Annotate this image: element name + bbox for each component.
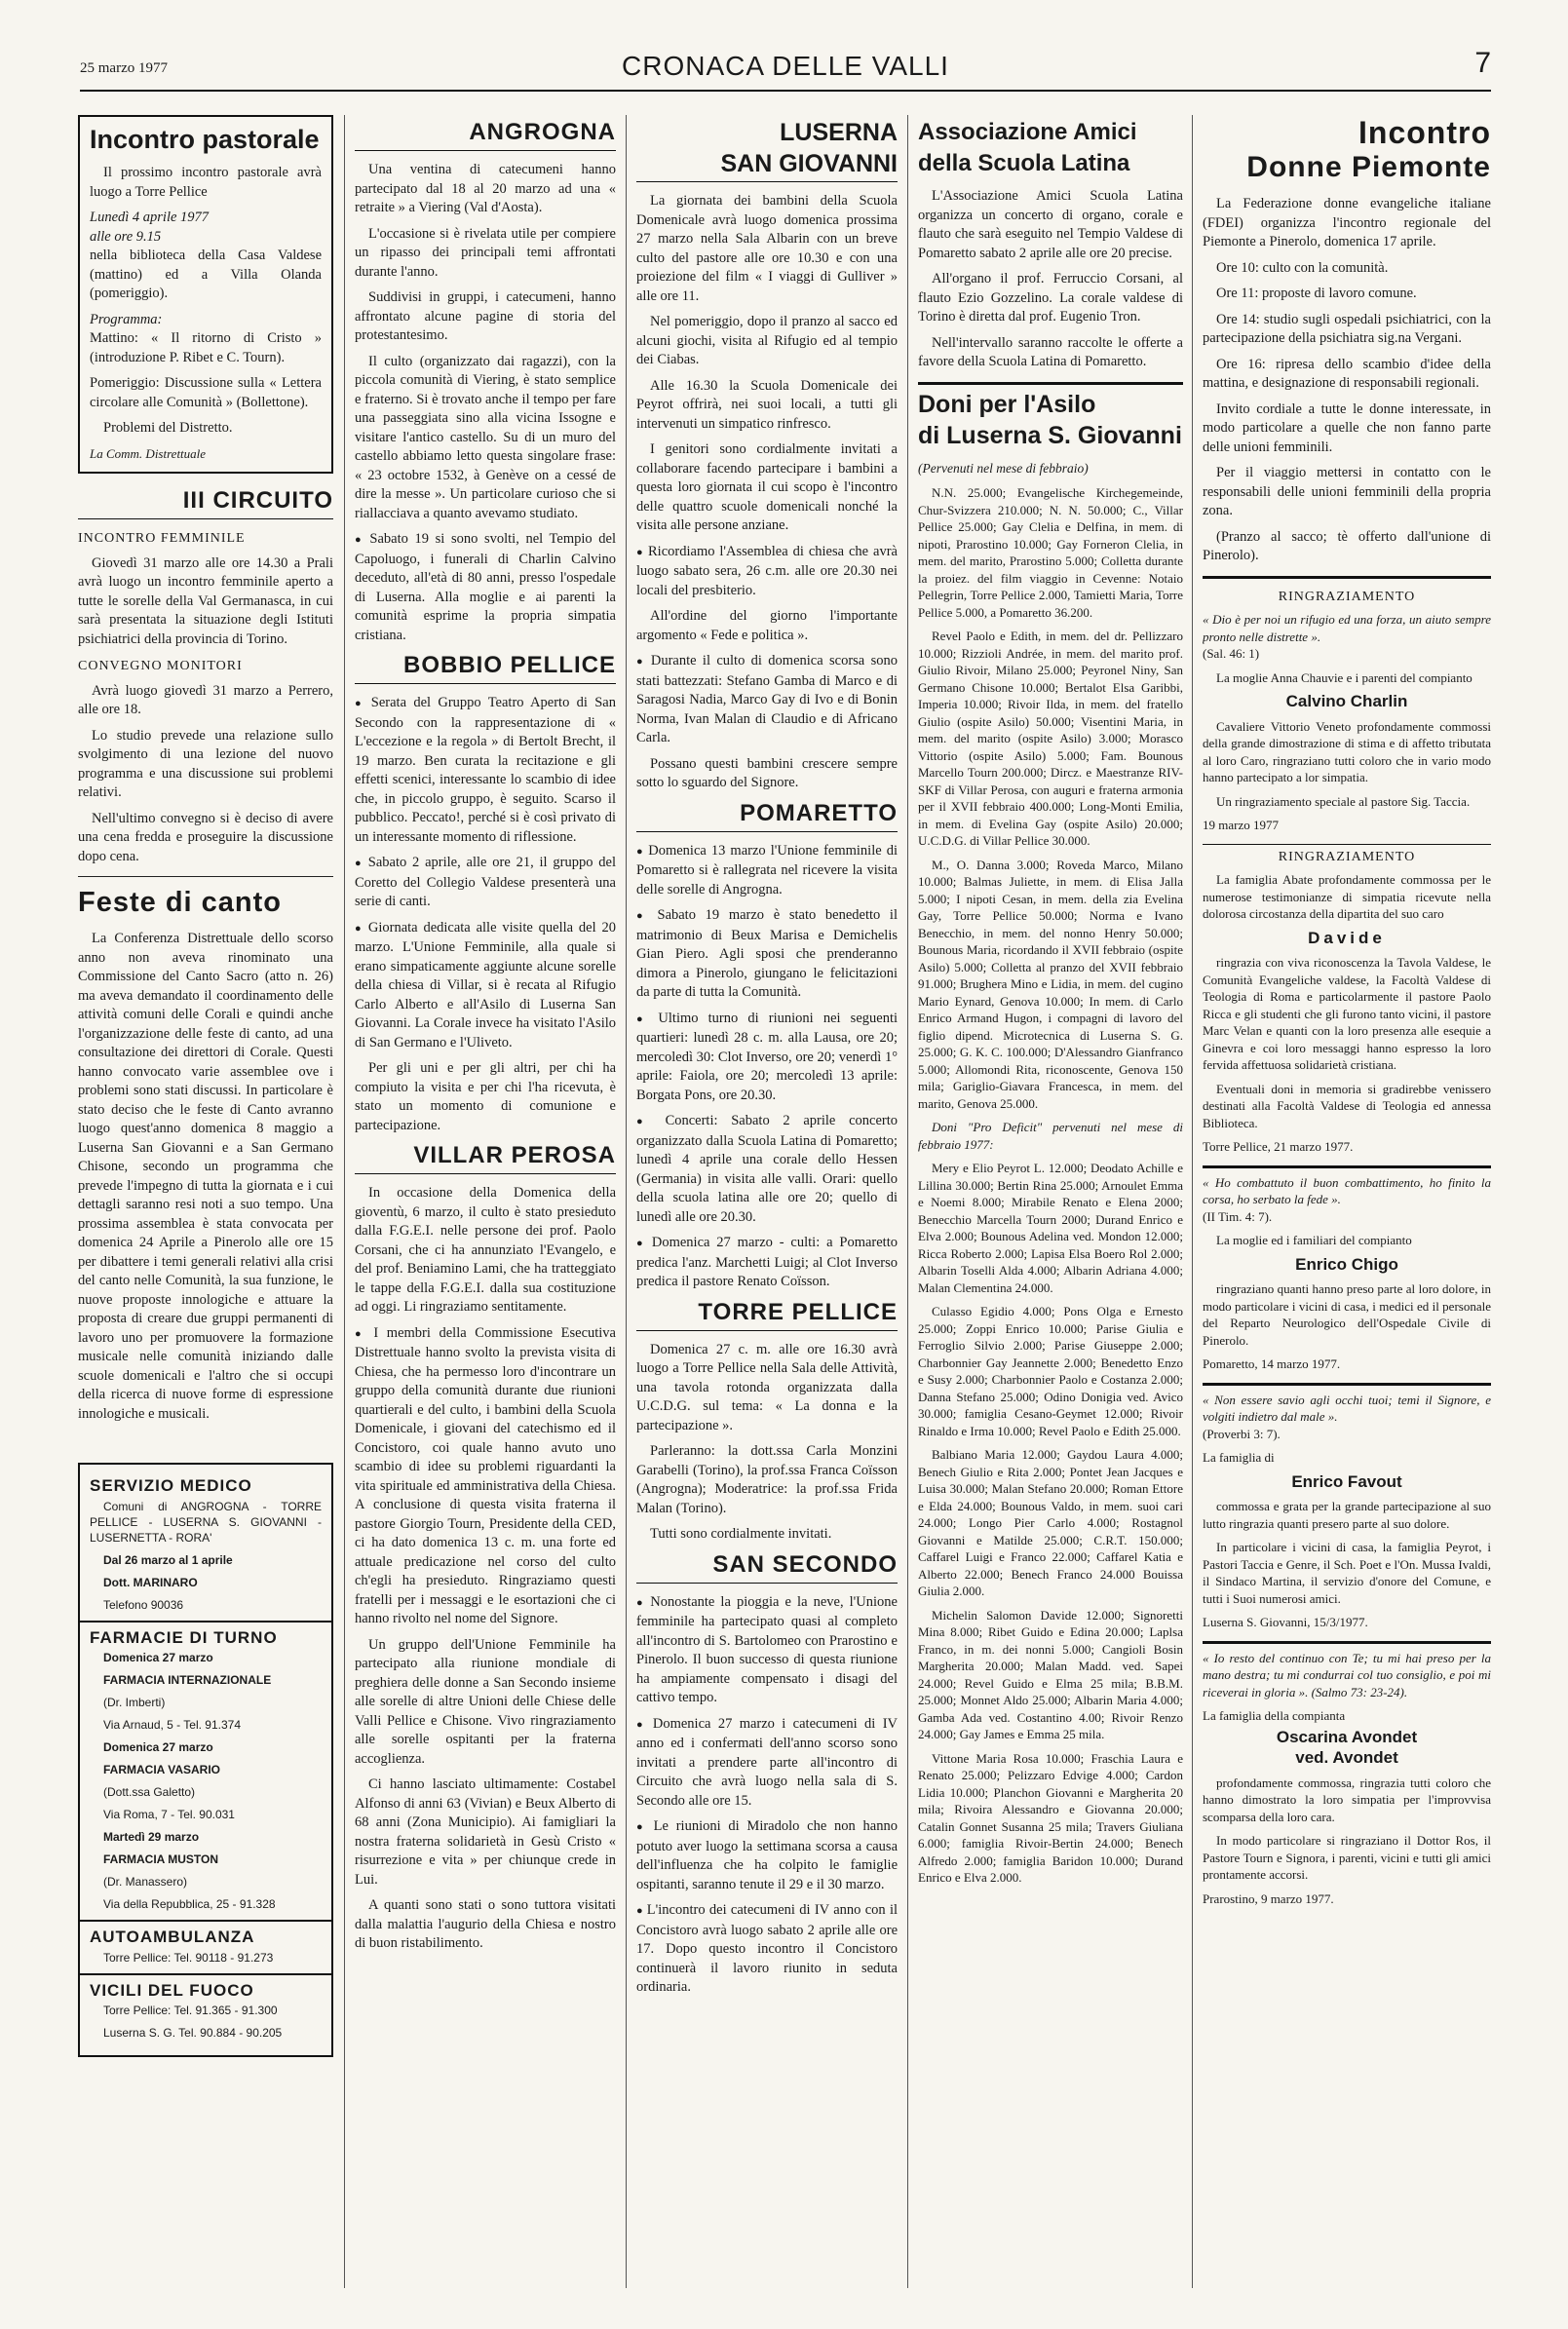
article-paragraph: Ci hanno lasciato ultimamente: Costabel Alfonso di anni 63 (Vivian) e Beux Alberto di 68 anni (Zona Municipio). Ai famigliari la nostra fraterna solidarietà in Gesù Cristo « risurrezione e vita » per chiunque crede in Lui. xyxy=(355,1776,616,1888)
article-headline: POMARETTO xyxy=(636,800,898,832)
article-paragraph: Il prossimo incontro pastorale avrà luogo a Torre Pellice xyxy=(90,165,322,200)
bible-quote: « Non essere savio agli occhi tuoi; temi il Signore, e volgiti indietro dal male ». xyxy=(1203,1392,1491,1424)
donations-paragraph: Culasso Egidio 4.000; Pons Olga e Ernesto 25.000; Zoppi Enrico 10.000; Parise Giulia e Ferroglio Silvio 2.000; Parise Giuseppe 2.000; Charbonnier Gay Jeannette 2.000; Benedetto Enzo e Susy 2.000; Charbonnier Paolo e Costanza 2.000; Danna Stefano 25.000; Odino Donigia ved. Avico 30.000; famiglia Cesano-Geymet 12.000; Rivoir Rinaldo e Irma 10.000; Revel Paolo e Edith 25.000. xyxy=(918,1304,1183,1438)
notice-paragraph: La famiglia di xyxy=(1203,1450,1275,1465)
notice-paragraph: In modo particolare si ringraziano il Dottor Ros, il Pastore Tourn e Signora, i parenti, vicini e tutti gli amici prontamente accorsi. xyxy=(1203,1833,1491,1882)
services-heading: FARMACIE DI TURNO xyxy=(90,1627,278,1647)
services-heading: SERVIZIO MEDICO xyxy=(90,1476,252,1495)
services-box xyxy=(78,1463,333,2057)
divider xyxy=(1203,1641,1491,1644)
article-subtitle: (Pervenuti nel mese di febbraio) xyxy=(918,460,1089,476)
article-paragraph: Ore 10: culto con la comunità. xyxy=(1216,259,1389,276)
article-headline: Associazione Amici xyxy=(918,119,1137,145)
divider xyxy=(80,1973,331,1975)
article-paragraph: All'ordine del giorno l'importante argomento « Fede e politica ». xyxy=(636,608,898,643)
article-paragraph: ● I membri della Commissione Esecutiva Distrettuale hanno svolto la prevista visita di Chiesa, che ha permesso loro d'incontrare un gruppo della comunità durante due riunioni quartierali e del culto, i bambini della Scuola Domenicale, i giovani del catechismo ed il Concistoro, coi quale hanno avuto uno scambio di idee su problemi riguardanti la vita spirituale ed amministrativa della Chiesa. A conclusione di questa visita fraterna il pastore Giorgio Tourn, Presidente della CED, ci ha dato domenica 13 c. m. una forte ed attuale predicazione nel corso del culto ch'egli ha presieduto. Ringraziamo questi fratelli per i messaggi e le esortazioni che ci hanno rivolto nel nome del Signore. xyxy=(355,1324,616,1629)
article-paragraph: Ore 16: ripresa dello scambio d'idee della mattina, e designazione di responsabili regionali. xyxy=(1203,356,1491,391)
article-headline: Donne Piemonte xyxy=(1246,151,1491,183)
services-text: (Dr. Manassero) xyxy=(103,1875,188,1889)
deceased-name: Enrico Favout xyxy=(1291,1471,1402,1491)
services-text: FARMACIA VASARIO xyxy=(103,1763,220,1776)
deceased-name: Oscarina Avondet xyxy=(1276,1727,1418,1746)
services-text: Via Roma, 7 - Tel. 90.031 xyxy=(103,1808,235,1821)
article-paragraph: Nel pomeriggio, dopo il pranzo al sacco ed alcuni giochi, visita al Rifugio ed al tempio dei Ciabas. xyxy=(636,314,898,367)
article-paragraph: ● Sabato 2 aprile, alle ore 21, il gruppo del Coretto del Collegio Valdese presenterà una serie di canti. xyxy=(355,854,616,912)
donations-paragraph: Revel Paolo e Edith, in mem. del dr. Pellizzaro 10.000; Rizzioli Andrée, in mem. del marito prof. Giulio Rivoir, Milano 25.000; Peyronel Niny, San Germano Chisone 10.000; Bertalot Elsa Garibbi, Imperia 10.000; Rivoir Ilda, in mem. del fratello Giulio (ospite Asilo) 50.000; Visentini Maria, in mem. del marito (ospite Asilo) 3.000; Morasco Vittorio (ospite Asilo) 5.000; Fam. Bounous Marcello Tourn 200.000; Dircz. e Maestranze RIV-SKF di Villar Perosa, con auguri e fraterna armonia per il XVII febbraio 400.000; Long-Monti Emilia, in mem. di Evelina Gay (ospite Asilo) 20.000; U.C.D.G. di Villar Pellice 30.000. xyxy=(918,629,1183,848)
masthead-rule xyxy=(80,90,1491,92)
article-headline: TORRE PELLICE xyxy=(636,1299,898,1331)
article-signature: La Comm. Distrettuale xyxy=(90,445,207,461)
notice-paragraph: Un ringraziamento speciale al pastore Sig. Taccia. xyxy=(1216,793,1471,809)
article-paragraph: La Federazione donne evangeliche italiane (FDEI) organizza l'incontro regionale del Piemonte a Pinerolo, domenica 17 aprile. xyxy=(1203,196,1491,249)
article-headline: della Scuola Latina xyxy=(918,150,1130,176)
programma-problemi: Problemi del Distretto. xyxy=(103,420,233,436)
column-divider xyxy=(344,115,345,2288)
notice-date: Prarostino, 9 marzo 1977. xyxy=(1203,1890,1334,1906)
article-headline: Incontro xyxy=(1358,115,1491,150)
services-text: Via Arnaud, 5 - Tel. 91.374 xyxy=(103,1718,241,1732)
donations-paragraph: Mery e Elio Peyrot L. 12.000; Deodato Achille e Lillina 30.000; Bertin Rina 25.000; Arnoulet Emma e Noemi 8.000; Mirabile Renato e Elena 2000; Benecchio Marcella Tourn 2000; Durand Enrico e Elva 2.000; Bounous Adelina ved. Mondon 12.000; Ricca Roberto 2.000; Lapisa Elsa Boero Rol 2.000; Albarin Toselli Alda 4.000; Albarin Adriana 4.000; Malan Clementina 24.000. xyxy=(918,1161,1183,1295)
divider xyxy=(1203,1165,1491,1168)
column-divider xyxy=(907,115,908,2288)
notice-date: 19 marzo 1977 xyxy=(1203,818,1279,832)
column-3 xyxy=(636,115,898,2288)
column-divider xyxy=(626,115,627,2288)
services-text: (Dr. Imberti) xyxy=(103,1696,166,1709)
deceased-name: ved. Avondet xyxy=(1295,1748,1398,1767)
masthead xyxy=(80,47,1491,97)
services-text: Telefono 90036 xyxy=(103,1597,184,1612)
bible-quote: « Ho combattuto il buon combattimento, ho finito la corsa, ho serbato la fede ». xyxy=(1203,1174,1491,1206)
article-paragraph: Ore 11: proposte di lavoro comune. xyxy=(1216,286,1417,301)
deceased-name: Enrico Chigo xyxy=(1295,1254,1398,1274)
notice-paragraph: Cavaliere Vittorio Veneto profondamente commossi della grande dimostrazione di stima e di affetto tributata al loro Caro, ringraziano tutti coloro che in vario modo hanno partecipato a lor simpatia. xyxy=(1203,718,1491,784)
section-title: CRONACA DELLE VALLI xyxy=(622,51,949,81)
article-paragraph: A quanti sono stati o sono tuttora visitati dalla malattia l'augurio della Chiesa e nostro di buon ristabilimento. xyxy=(355,1897,616,1951)
column-divider xyxy=(1192,115,1193,2288)
article-headline: III CIRCUITO xyxy=(78,487,333,519)
article-paragraph: L'Associazione Amici Scuola Latina organizza un concerto di organo, corale e flauto che sarà eseguito nel Tempio Valdese di Pomaretto sabato 2 aprile alle ore 20 precise. xyxy=(918,188,1183,261)
notice-date: Torre Pellice, 21 marzo 1977. xyxy=(1203,1139,1354,1154)
article-paragraph: Possano questi bambini crescere sempre sotto lo sguardo del Signore. xyxy=(636,755,898,790)
article-paragraph: All'organo il prof. Ferruccio Corsani, al flauto Ezio Gozzelino. La corale valdese di Torino è diretta dal prof. Eugenio Tron. xyxy=(918,271,1183,325)
programma-label: Programma: xyxy=(90,311,163,327)
notice-paragraph: La famiglia Abate profondamente commossa per le numerose testimonianze di simpatia ricevute nella dolorosa circostanza della dipartita del suo caro xyxy=(1203,872,1491,921)
article-paragraph: ● Ricordiamo l'Assemblea di chiesa che avrà luogo sabato sera, 26 c.m. alle ore 20.30 nei locali del presbiterio. xyxy=(636,543,898,601)
column-1 xyxy=(78,115,333,2288)
divider xyxy=(78,876,333,877)
article-paragraph: ● Ultimo turno di riunioni nei seguenti quartieri: lunedì 28 c. m. alla Lausa, ore 20; mercoledì 30: Clot Inverso, ore 20; venerdì 1° aprile: Faiola, ore 20; mercoledì 13 aprile: Borgata Pons, ore 20.30. xyxy=(636,1010,898,1106)
services-text: FARMACIA INTERNAZIONALE xyxy=(103,1673,272,1687)
article-paragraph: Una ventina di catecumeni hanno partecipato dal 18 al 20 marzo ad una « retraite » a Viering (Val d'Aosta). xyxy=(355,162,616,215)
incontro-pastorale-box xyxy=(78,115,333,474)
divider xyxy=(1203,1383,1491,1386)
notice-paragraph: Eventuali doni in memoria si gradirebbe venissero destinati alla Facoltà Valdese di Teologia ed annessa Biblioteca. xyxy=(1203,1081,1491,1130)
article-headline: SAN GIOVANNI xyxy=(636,150,898,182)
event-date: Lunedì 4 aprile 1977 xyxy=(90,210,210,225)
services-heading: VICILI DEL FUOCO xyxy=(90,1980,254,2000)
notice-paragraph: La moglie Anna Chauvie e i parenti del compianto xyxy=(1216,669,1472,685)
bible-reference: (II Tim. 4: 7). xyxy=(1203,1208,1273,1224)
article-paragraph: La giornata dei bambini della Scuola Domenicale avrà luogo domenica prossima 27 marzo nella Sala Albarin con un breve culto del pastore alle ore 10.30 e con una proiezione del film « I viaggi di Gulliver » alle ore 11. xyxy=(636,193,898,304)
bible-quote: « Io resto del continuo con Te; tu mi hai preso per la mano destra; tu mi condurrai col tuo consiglio, e poi mi riceverai in gloria ». (Salmo 73: 23-24). xyxy=(1203,1650,1491,1699)
subheading: CONVEGNO MONITORI xyxy=(78,659,243,673)
donations-paragraph: Balbiano Maria 12.000; Gaydou Laura 4.000; Benech Giulio e Rita 2.000; Pontet Jean Jacques e Luisa 30.000; Malan Stefano 20.000; Roman Ettore e Elda 24.000; Bounous Valdo, in mem. suoi cari 24.000; Longo Pier Carlo 4.000; Rostagnol Giovanni e Matilde 25.000; C.R.T. 150.000; Caffarel Luigi e Franco 22.000; Caffarel Katia e Alberto 22.000; Benech Franco 24.000 Bouissa Giulia 2.000. xyxy=(918,1447,1183,1598)
donations-paragraph: N.N. 25.000; Evangelische Kirchegemeinde, Chur-Svizzera 210.000; N. N. 50.000; C., Villar Pellice 25.000; Gay Clelia e Delfina, in mem. di nipoti, Prarostino 10.000; Gay Forneron Clelia, in mem. del marito, Prarostino 5.000; Colletta durante la proiez. del film viaggio in Cevenne: Notaio Pellegrin, Torre Pellice 2.000, Tamietti Maria, Torre Pellice 5.000, a Pomaretto 36.200. xyxy=(918,485,1183,620)
article-headline: Incontro pastorale xyxy=(90,125,320,154)
donations-paragraph: Michelin Salomon Davide 12.000; Signoretti Mina 8.000; Ribet Guido e Edina 20.000; Laplsa Franco, in m. dei nonni 5.000; Cangioli Bosin Margherita 20.000; Malan Madd. ved. Sapei 24.000; Revel Guido e Elma 25 mila; B.B.M. 25.000; Monnet Aldo 25.000; Albarin Maria 4.000; Gamba Ada ved. Costantino 4.00; Rivoir Renzo 24.000; Gay James e Emma 25 mila. xyxy=(918,1607,1183,1741)
article-paragraph: Ore 14: studio sugli ospedali psichiatrici, con la partecipazione della psichiatra sig.na Vergani. xyxy=(1203,311,1491,346)
services-text: Via della Repubblica, 25 - 91.328 xyxy=(103,1897,276,1911)
bible-quote: « Dio è per noi un rifugio ed una forza, un aiuto sempre pronto nelle distrette ». xyxy=(1203,612,1491,644)
article-paragraph: Per gli uni e per gli altri, per chi ha compiuto la visita e per chi l'ha ricevuta, è stato un momento di comunione e partecipazione. xyxy=(355,1060,616,1133)
subheading: INCONTRO FEMMINILE xyxy=(78,531,246,546)
article-paragraph: ● Sabato 19 si sono svolti, nel Tempio del Capoluogo, i funerali di Charlin Calvino deceduto, all'età di 80 anni, presso l'ospedale di Luserna. Alla moglie e ai parenti la comunità esprime la propria simpatia cristiana. xyxy=(355,530,616,645)
article-paragraph: Parleranno: la dott.ssa Carla Monzini Garabelli (Torino), la prof.ssa Franca Coïsson (Angrogna); Moderatrice: la prof.ssa Frida Malan (Torino). xyxy=(636,1443,898,1516)
services-text: Comuni di ANGROGNA - TORRE PELLICE - LUSERNA S. GIOVANNI - LUSERNETTA - RORA' xyxy=(90,1499,322,1545)
page-number: 7 xyxy=(1474,47,1491,79)
donations-subtitle: Doni "Pro Deficit" pervenuti nel mese di febbraio 1977: xyxy=(918,1120,1183,1152)
article-paragraph: Nell'intervallo saranno raccolte le offerte a favore della Scuola Latina di Pomaretto. xyxy=(918,334,1183,369)
programma-pomeriggio: Pomeriggio: Discussione sulla « Lettera circolare alle Comunità » (Bollettone). xyxy=(90,375,322,410)
article-paragraph: Domenica 27 c. m. alle ore 16.30 avrà luogo a Torre Pellice nella Sala delle Attività, una tavola rotonda organizzata dalla U.C.D.G. sul tema: « La donna e la partecipazione ». xyxy=(636,1341,898,1433)
article-paragraph: Per il viaggio mettersi in contatto con le responsabili delle unioni femminili della propria zona. xyxy=(1203,465,1491,518)
article-headline: SAN SECONDO xyxy=(636,1551,898,1584)
services-text: Domenica 27 marzo xyxy=(103,1651,213,1664)
bible-reference: (Sal. 46: 1) xyxy=(1203,646,1260,661)
article-paragraph: Un gruppo dell'Unione Femminile ha partecipato alla riunione mondiale di preghiera delle donne a San Secondo insieme alle sorelle di altre Unioni delle Chiese delle Valli Pellice e Chisone. Vivo ringraziamento alle sorelle ospitanti per la fraterna accoglienza. xyxy=(355,1636,616,1767)
ringraziamento-heading: RINGRAZIAMENTO xyxy=(1278,589,1416,604)
article-paragraph: Alle 16.30 la Scuola Domenicale dei Peyrot offrirà, nei suoi locali, a tutti gli intervenuti un simpatico rinfresco. xyxy=(636,377,898,432)
article-paragraph: Invito cordiale a tutte le donne interessate, in modo particolare a quelle che non fanno parte delle unioni femminili. xyxy=(1203,401,1491,455)
article-paragraph: Avrà luogo giovedì 31 marzo a Perrero, alle ore 18. xyxy=(78,682,333,717)
notice-date: Luserna S. Giovanni, 15/3/1977. xyxy=(1203,1615,1368,1629)
services-text: Dal 26 marzo al 1 aprile xyxy=(103,1552,233,1567)
donations-paragraph: Vittone Maria Rosa 10.000; Fraschia Laura e Renato 25.000; Pelizzaro Edvige 4.000; Cardon Lidia 10.000; Planchon Giovanni e Margherita 20 mila; Rivoira Alessandro e Giovanna 20.000; Catalin Gonnet Susanna 25 mila; Travers Giuliana 6.000; famiglia Rivoir-Bertin 24.000; Benech Alfredo 2.000; famiglia Baridon 10.000; Durand Enrico e Elva 2.000. xyxy=(918,1750,1183,1885)
divider xyxy=(1203,576,1491,579)
article-paragraph: (Pranzo al sacco; tè offerto dall'unione di Pinerolo). xyxy=(1203,528,1491,563)
services-text: (Dott.ssa Galetto) xyxy=(103,1785,196,1799)
article-paragraph: ● Nonostante la pioggia e la neve, l'Unione femminile ha partecipato quasi al completo all'incontro di S. Bartolomeo con Prarostino e Pinerolo. Il buon successo di questa riunione ha ampiamente compensato i disagi del cattivo tempo. xyxy=(636,1593,898,1708)
deceased-name: Davide xyxy=(1308,928,1386,947)
article-headline: ANGROGNA xyxy=(355,119,616,151)
article-headline: Doni per l'Asilo xyxy=(918,390,1096,418)
deceased-name: Calvino Charlin xyxy=(1285,692,1408,710)
notice-paragraph: La famiglia della compianta xyxy=(1203,1708,1346,1723)
article-headline: di Luserna S. Giovanni xyxy=(918,421,1182,449)
article-paragraph: Il culto (organizzato dai ragazzi), con la piccola comunità di Viering, è stato semplice e fraterno. Si è trovato anche il tempo per fare una passeggiata sino alla vicina Issogne e visitare l'antico castello. Su di un muro del castello abbiamo letto questa singolare frase: « 23 octobre 1532, à Genève on a cessé de dire la messe ». Un particolare curioso che si riallacciava a quanto avevamo studiato. xyxy=(355,353,616,521)
services-text: Martedì 29 marzo xyxy=(103,1830,200,1844)
article-paragraph: ● Concerti: Sabato 2 aprile concerto organizzato dalla Scuola Latina di Pomaretto; lunedì 4 aprile una corale dello Hessen (Germania) in visita alle valli. Orari: quello della scuola latina alle ore 20; quello di lunedì alle ore 20.30. xyxy=(636,1112,898,1227)
divider xyxy=(918,382,1183,385)
services-text: Torre Pellice: Tel. 90118 - 91.273 xyxy=(103,1950,274,1965)
article-paragraph: ● L'incontro dei catecumeni di IV anno con il Concistoro avrà luogo sabato 2 aprile alle ore 17. Dopo questo incontro il Concistoro continuerà il lavoro riunito in seduta ordinaria. xyxy=(636,1901,898,1998)
services-text: Torre Pellice: Tel. 91.365 - 91.300 xyxy=(103,2004,278,2017)
article-paragraph: ● Le riunioni di Miradolo che non hanno potuto aver luogo la settimana scorsa a causa dell'influenza che ha colpito le famiglie ospitanti, saranno tenute il 29 e il 30 marzo. xyxy=(636,1817,898,1894)
article-paragraph: I genitori sono cordialmente invitati a collaborare facendo partecipare i bambini a questa loro giornata il cui scopo è l'incontro delle quattro scuole domenicali nonché la visita alle persone anziane. xyxy=(636,441,898,533)
services-text: Domenica 27 marzo xyxy=(103,1740,213,1754)
event-time: alle ore 9.15 xyxy=(90,228,162,245)
divider xyxy=(80,1920,331,1922)
article-paragraph: Tutti sono cordialmente invitati. xyxy=(650,1526,832,1542)
article-paragraph: ● Durante il culto di domenica scorsa sono stati battezzati: Stefano Gamba di Marco e di Saragosi Nadia, Marco Gay di Ivo e di Bonin Norma, Ivan Malan di Claudio e di Africano Carla. xyxy=(636,652,898,748)
notice-paragraph: ringrazia con viva riconoscenza la Tavola Valdese, le Comunità Evangeliche valdese, la Facoltà Valdese di Teologia di Roma e particolarmente il pastore Paolo Ricca e gli studenti che gli furono tanto vicini, il pastore Marc Velan e quanti con la loro presenza alle esequie a Ginevra e coi loro messaggi hanno espresso la loro fervida affettuosa solidarietà cristiana. xyxy=(1203,955,1491,1072)
column-2 xyxy=(355,115,616,2288)
notice-paragraph: ringraziano quanti hanno preso parte al loro dolore, in modo particolare i vicini di casa, i medici ed il personale del Reparto Neurologico dell'Ospedale Civile di Pinerolo. xyxy=(1203,1281,1491,1348)
article-paragraph: ● Serata del Gruppo Teatro Aperto di San Secondo con la rappresentazione di « L'eccezione e la regola » di Bertolt Brecht, il 19 marzo. Ben curata la recitazione e gli effetti scenici, interessante lo scambio di idee che, in piccolo gruppo, è seguito. Scarso il pubblico. Peccato!, perché si è così privato di un interessante momento di riflessione. xyxy=(355,694,616,847)
article-paragraph: ● Sabato 19 marzo è stato benedetto il matrimonio di Beux Marisa e Demichelis Gian Piero. Agli sposi che prenderanno dimora a Pinerolo, giungano le felicitazioni da parte di tutta la Comunità. xyxy=(636,906,898,1003)
column-5 xyxy=(1203,115,1491,2288)
divider xyxy=(80,1621,331,1623)
article-paragraph: nella biblioteca della Casa Valdese (mattino) ed a Villa Olanda (pomeriggio). xyxy=(90,248,322,301)
article-paragraph: In occasione della Domenica della gioventù, 6 marzo, il culto è stato presieduto dalla F.G.E.I. nelle persone dei prof. Paolo Corsani, che ci ha annunziato l'Evangelo, e del prof. Beniamino Lami, che ha tratteggiato le tappe della F.G.E.I. dalla sua costituzione ad oggi. Li ringraziamo sentitamente. xyxy=(355,1185,616,1315)
donations-paragraph: M., O. Danna 3.000; Roveda Marco, Milano 10.000; Balmas Juliette, in mem. di Elisa Jalla 5.000; I nipoti Cesan, in mem. della zia Evelina Gay, Torre Pellice 50.000; Norma e Ivano Benecchio, in mem. del nonno Henry 50.000; Bounous Maria, ricordando il XVII febbraio (ospite Asilo) 5.000; Colletta al pranzo del XVII febbraio 91.000; Brughera Mino e Lidia, in mem. del cugino Mario Eynard, Genova 10.000; In mem. di Carlo Enrico Armand Hugon, i compagni di lavoro del figlio dipend. Microtecnica di Luserna S. G. 25.000; G. K. C. 100.000; D'Alessandro Gianfranco 5.000; Allomondi Rita, riconoscente, Genova 150 mila; Gariglio-Giavara Francesca, in mem. del marito, Genova 25.000. xyxy=(918,857,1183,1111)
article-paragraph: Suddivisi in gruppi, i catecumeni, hanno affrontato alcune pagine di storia del protestantesimo. xyxy=(355,289,616,343)
article-paragraph: L'occasione si è rivelata utile per compiere un ripasso dei principali temi affrontati durante l'anno. xyxy=(355,225,616,280)
notice-date: Pomaretto, 14 marzo 1977. xyxy=(1203,1356,1341,1371)
services-heading: AUTOAMBULANZA xyxy=(90,1928,255,1946)
services-text: Dott. MARINARO xyxy=(103,1575,198,1589)
article-paragraph: ● Domenica 27 marzo - culti: a Pomaretto predica l'anz. Marchetti Luigi; al Clot Inverso predica il pastore Renato Coïsson. xyxy=(636,1234,898,1292)
notice-paragraph: profondamente commossa, ringrazia tutti coloro che hanno dimostrato la loro simpatia per l'improvvisa scomparsa della loro cara. xyxy=(1203,1775,1491,1824)
notice-paragraph: commossa e grata per la grande partecipazione al suo lutto ringrazia quanti presero parte al suo dolore. xyxy=(1203,1499,1491,1531)
notice-paragraph: La moglie ed i familiari del compianto xyxy=(1216,1233,1412,1247)
article-paragraph: Nell'ultimo convegno si è deciso di avere una cena fredda e proseguire la discussione dopo cena. xyxy=(78,810,333,864)
article-headline: VILLAR PEROSA xyxy=(355,1142,616,1174)
column-4 xyxy=(918,115,1183,2288)
article-paragraph: ● Domenica 13 marzo l'Unione femminile di Pomaretto si è rallegrata nel ricevere la visita delle sorelle di Angrogna. xyxy=(636,842,898,900)
notice-paragraph: In particolare i vicini di casa, la famiglia Peyrot, i Pastori Taccia e Genre, il Sch. Poet e l'On. Mussa Ivaldi, il Sindaco Martina, il servizio d'onore del Comune, e tutti i Suoi numerosi amici. xyxy=(1203,1540,1491,1606)
article-paragraph: Giovedì 31 marzo alle ore 14.30 a Prali avrà luogo un incontro femminile aperto a tutte le sorelle della Val Germanasca, in cui sarà presentata la situazione degli Istituti psichiatrici della provincia di Torino. xyxy=(78,554,333,647)
article-paragraph: La Conferenza Distrettuale dello scorso anno non aveva rinominato una Commissione del Canto Sacro (atto n. 26) ma aveva demandato il coordinamento delle attività comuni delle Corali e quindi anche l'organizzazione delle feste di canto, ad una consultazione dei direttori di Corale. Questi hanno convocato varie assemblee ove i problemi sono stati discussi. In particolare è stato deciso che le feste di Canto avranno luogo quest'anno domenica 8 maggio a Luserna San Giovanni e a San Germano Chisone, secondo un programma che prevede l'impegno di tutta la giornata e i cui dettagli saranno resi noti a suo tempo. Una prossima assemblea è stata convocata per domenica 24 Aprile a Pinerolo alle ore 15 per dibattere i temi generali relativi alla crisi del canto nelle Comunità, la sua funzione, le nuove proposte innologiche e attuare la proposta di creare due gruppi permanenti di lavoro uno per promuovere la formazione musicale nelle comunità iniziando dalle scuole domenicali e l'altro che si occupi della ricerca di nuove forme di espressione innologiche e musicali. xyxy=(78,931,333,1422)
article-paragraph: Lo studio prevede una relazione sullo svolgimento di una lezione del nuovo programma e una discussione sui problemi relativi. xyxy=(78,727,333,800)
article-headline: LUSERNA xyxy=(780,119,898,146)
bible-reference: (Proverbi 3: 7). xyxy=(1203,1426,1281,1441)
article-headline: BOBBIO PELLICE xyxy=(355,652,616,684)
article-headline: Feste di canto xyxy=(78,887,282,918)
programma-mattino: Mattino: « Il ritorno di Cristo » (introduzione P. Ribet e C. Tourn). xyxy=(90,330,322,365)
article-paragraph: ● Domenica 27 marzo i catecumeni di IV anno ed i confermati dell'anno scorso sono invitati a prendere parte all'incontro di Circuito che avrà luogo nella sala di S. Secondo alle ore 15. xyxy=(636,1715,898,1812)
issue-date: 25 marzo 1977 xyxy=(80,60,168,76)
services-text: Luserna S. G. Tel. 90.884 - 90.205 xyxy=(103,2026,283,2040)
ringraziamento-heading: RINGRAZIAMENTO xyxy=(1203,844,1491,866)
services-text: FARMACIA MUSTON xyxy=(103,1852,218,1866)
article-paragraph: ● Giornata dedicata alle visite quella del 20 marzo. L'Unione Femminile, alla quale si erano simpaticamente aggiunte alcune sorelle della chiesa di Villar, si è recata al Rifugio Carlo Alberto e all'Asilo di Luserna San Giovanni. La Corale invece ha visitato l'Asilo di San Germano e l'Uliveto. xyxy=(355,919,616,1053)
